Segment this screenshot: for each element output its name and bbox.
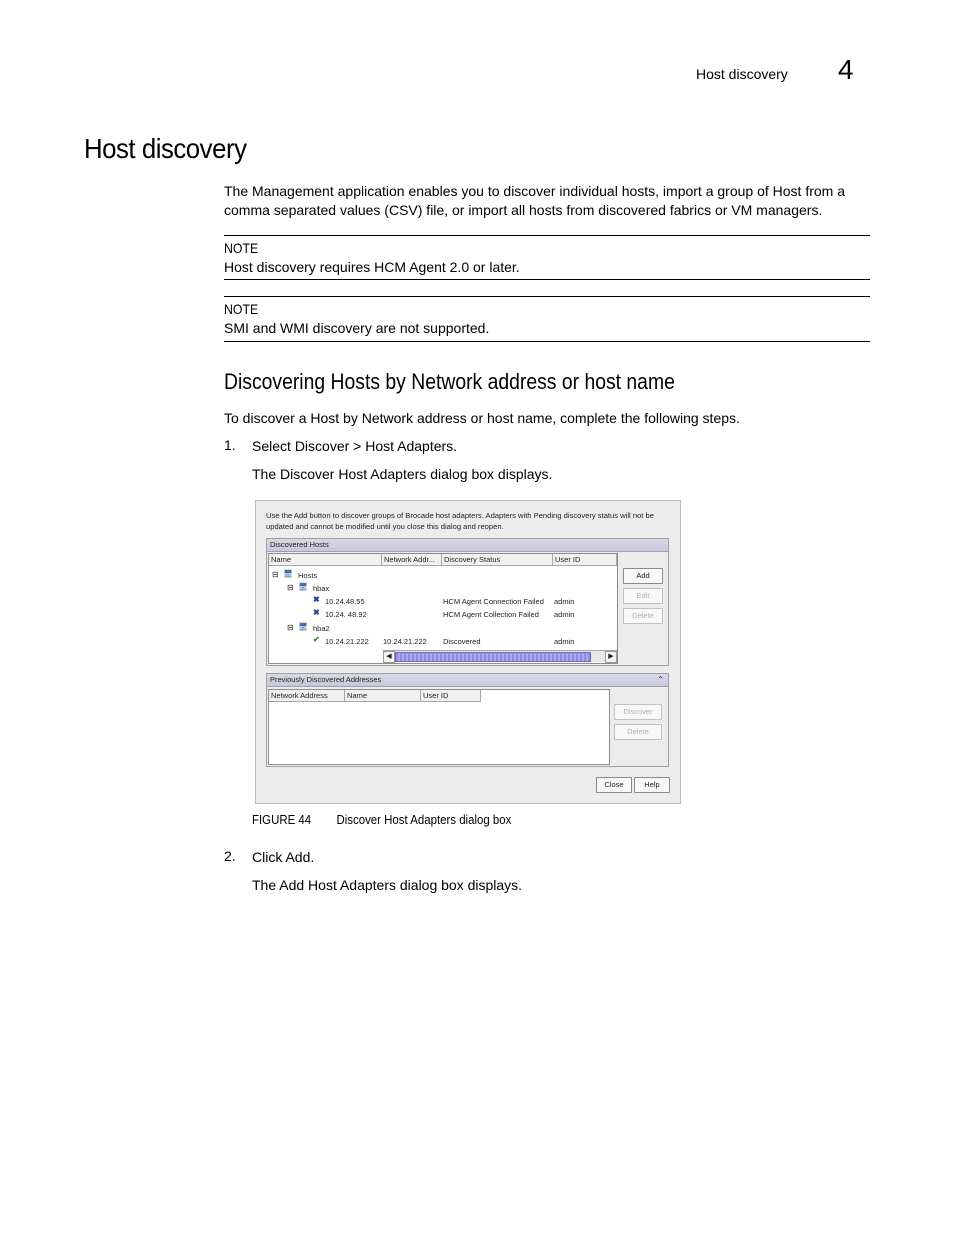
note-label: NOTE — [224, 301, 259, 317]
minus-box-icon[interactable]: ⊟ — [287, 623, 294, 632]
step-result: The Add Host Adapters dialog box displays. — [252, 877, 523, 893]
discovered-hosts-panel — [266, 538, 669, 666]
horizontal-scrollbar[interactable] — [383, 650, 617, 662]
collapse-icon[interactable]: ⌃ — [657, 675, 664, 684]
user-id: admin — [554, 610, 575, 619]
tree-group-label[interactable]: hba2 — [313, 624, 330, 633]
discovery-status: HCM Agent Collection Failed — [443, 610, 539, 619]
help-button[interactable]: Help — [634, 777, 670, 793]
discovery-status: HCM Agent Connection Failed — [443, 597, 544, 606]
note-box — [224, 235, 870, 280]
discover-button[interactable]: Discover — [614, 704, 662, 720]
delete-button[interactable]: Delete — [614, 724, 662, 740]
button-name: Add — [285, 849, 311, 865]
x-mark-icon: ✖ — [313, 608, 320, 617]
tree-group-label[interactable]: hbax — [313, 584, 330, 593]
edit-button[interactable]: Edit — [623, 588, 663, 604]
check-icon: ✔ — [313, 635, 320, 644]
column-header-network-address[interactable]: Network Addr... — [382, 554, 442, 566]
step-number: 2. — [224, 848, 236, 864]
figure-title: Discover Host Adapters dialog box — [336, 812, 512, 827]
close-button[interactable]: Close — [596, 777, 632, 793]
x-mark-icon: ✖ — [313, 595, 320, 604]
add-button[interactable]: Add — [623, 568, 663, 584]
dialog-name: Discover Host Adapters — [280, 466, 427, 482]
host-icon: 🖥 — [298, 622, 309, 631]
column-header-network-address[interactable]: Network Address — [269, 690, 345, 702]
tree-item-address[interactable]: 10.24. 48.92 — [325, 610, 367, 619]
dialog-name: Add Host Adapters — [279, 877, 396, 893]
minus-box-icon[interactable]: ⊟ — [287, 583, 294, 592]
running-header-section: Host discovery — [696, 66, 788, 82]
note-box — [224, 296, 870, 342]
figure-caption — [252, 812, 511, 827]
step-text: Select Discover > Host Adapters. — [252, 438, 458, 454]
page-title: Host discovery — [84, 133, 247, 164]
step-number: 1. — [224, 437, 236, 453]
step-result: The Discover Host Adapters dialog box displays. — [252, 466, 553, 482]
delete-button[interactable]: Delete — [623, 608, 663, 624]
previously-discovered-panel — [266, 673, 669, 767]
tree-item-address[interactable]: 10.24.48.55 — [325, 597, 365, 606]
note-label: NOTE — [224, 240, 259, 256]
figure-label: FIGURE 44 — [252, 812, 312, 827]
section-intro: To discover a Host by Network address or host name, complete the following steps. — [224, 410, 740, 426]
host-icon: 🖥 — [298, 582, 309, 591]
intro-paragraph: The Management application enables you to discover individual hosts, import a group of Host from a comma separated values (CSV) file, or import all hosts from discovered fabrics or VM managers. — [224, 183, 846, 218]
previous-addresses-table[interactable] — [268, 689, 610, 765]
dialog-instructions: Use the Add button to discover groups of Brocade host adapters. Adapters with Pending discovery status will not be updated and cannot be modified until you close this dialog and reopen. — [266, 511, 654, 531]
minus-box-icon[interactable]: ⊟ — [272, 570, 279, 579]
section-heading: Discovering Hosts by Network address or host name — [224, 369, 675, 394]
step-text: Click Add. — [252, 849, 315, 865]
user-id: admin — [554, 637, 575, 646]
tree-root-label[interactable]: Hosts — [298, 571, 318, 580]
column-header-discovery-status[interactable]: Discovery Status — [442, 554, 553, 566]
discover-host-adapters-dialog — [255, 500, 681, 804]
scroll-left-icon[interactable]: ◀ — [383, 651, 395, 663]
panel-title: Previously Discovered Addresses ⌃ — [267, 674, 668, 687]
note-text: Host discovery requires HCM Agent 2.0 or later. — [224, 259, 520, 275]
note-text: SMI and WMI discovery are not supported. — [224, 320, 490, 336]
menu-path: Discover > Host Adapters — [294, 438, 454, 454]
network-address: 10.24.21.222 — [383, 637, 427, 646]
scroll-right-icon[interactable]: ▶ — [605, 651, 617, 663]
panel-title: Discovered Hosts — [267, 539, 668, 552]
tree-item-address[interactable]: 10.24.21.222 — [325, 637, 369, 646]
host-icon: 🖥 — [283, 569, 294, 578]
user-id: admin — [554, 597, 575, 606]
column-header-user-id[interactable]: User ID — [421, 690, 481, 702]
running-header-chapter: 4 — [838, 54, 854, 85]
column-header-user-id[interactable]: User ID — [553, 554, 617, 566]
discovery-status: Discovered — [443, 637, 481, 646]
discovered-hosts-table[interactable] — [268, 553, 618, 664]
column-header-name[interactable]: Name — [345, 690, 421, 702]
column-header-name[interactable]: Name — [269, 554, 382, 566]
scrollbar-thumb[interactable] — [395, 652, 591, 662]
